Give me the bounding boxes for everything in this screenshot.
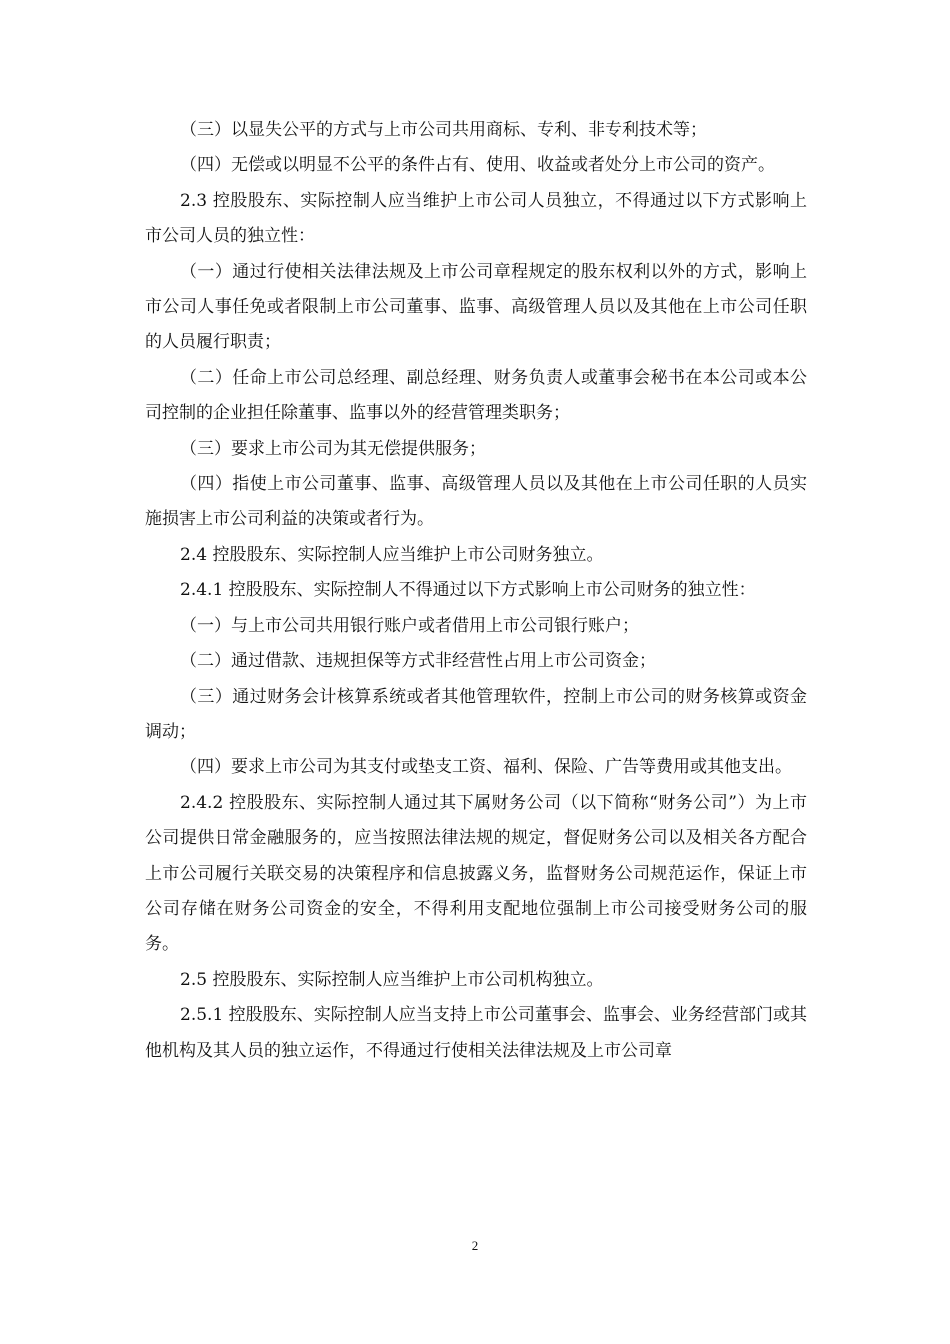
paragraph: 2.5.1 控股股东、实际控制人应当支持上市公司董事会、监事会、业务经营部门或其他机构及其人员的独立运作，不得通过行使相关法律法规及上市公司章 — [145, 1005, 807, 1061]
paragraph: （四）要求上市公司为其支付或垫支工资、福利、保险、广告等费用或其他支出。 — [180, 757, 792, 778]
paragraph: （二）任命上市公司总经理、副总经理、财务负责人或董事会秘书在本公司或本公司控制的企业担任除董事、监事以外的经营管理类职务； — [145, 367, 807, 424]
page-number: 2 — [471, 1238, 479, 1253]
paragraph: （三）通过财务会计核算系统或者其他管理软件，控制上市公司的财务核算或资金调动； — [145, 686, 807, 742]
paragraph: 2.4 控股股东、实际控制人应当维护上市公司财务独立。 — [180, 544, 604, 565]
document-body — [145, 113, 807, 1069]
paragraph: （一）与上市公司共用银行账户或者借用上市公司银行账户； — [180, 615, 639, 636]
paragraph: 2.3 控股股东、实际控制人应当维护上市公司人员独立，不得通过以下方式影响上市公司人员的独立性： — [145, 190, 807, 247]
paragraph: （一）通过行使相关法律法规及上市公司章程规定的股东权利以外的方式，影响上市公司人事任免或者限制上市公司董事、监事、高级管理人员以及其他在上市公司任职的人员履行职责； — [145, 261, 807, 353]
paragraph: 2.4.1 控股股东、实际控制人不得通过以下方式影响上市公司财务的独立性： — [180, 580, 756, 601]
paragraph: 2.5 控股股东、实际控制人应当维护上市公司机构独立。 — [180, 969, 604, 990]
paragraph: （二）通过借款、违规担保等方式非经营性占用上市公司资金； — [180, 651, 656, 672]
paragraph: （四）无偿或以明显不公平的条件占有、使用、收益或者处分上市公司的资产。 — [180, 155, 775, 176]
paragraph: （三）要求上市公司为其无偿提供服务； — [180, 438, 486, 459]
paragraph: （四）指使上市公司董事、监事、高级管理人员以及其他在上市公司任职的人员实施损害上市公司利益的决策或者行为。 — [145, 474, 807, 530]
paragraph: 2.4.2 控股股东、实际控制人通过其下属财务公司（以下简称“财务公司”）为上市公司提供日常金融服务的，应当按照法律法规的规定，督促财务公司以及相关各方配合上市公司履行关联交易的决策程序和信息披露义务，监督财务公司规范运作，保证上市公司存储在财务公司资金的安全，不得利用支配地位强制上市公司接受财务公司的服务。 — [145, 792, 807, 955]
paragraph: （三）以显失公平的方式与上市公司共用商标、专利、非专利技术等； — [180, 120, 707, 140]
